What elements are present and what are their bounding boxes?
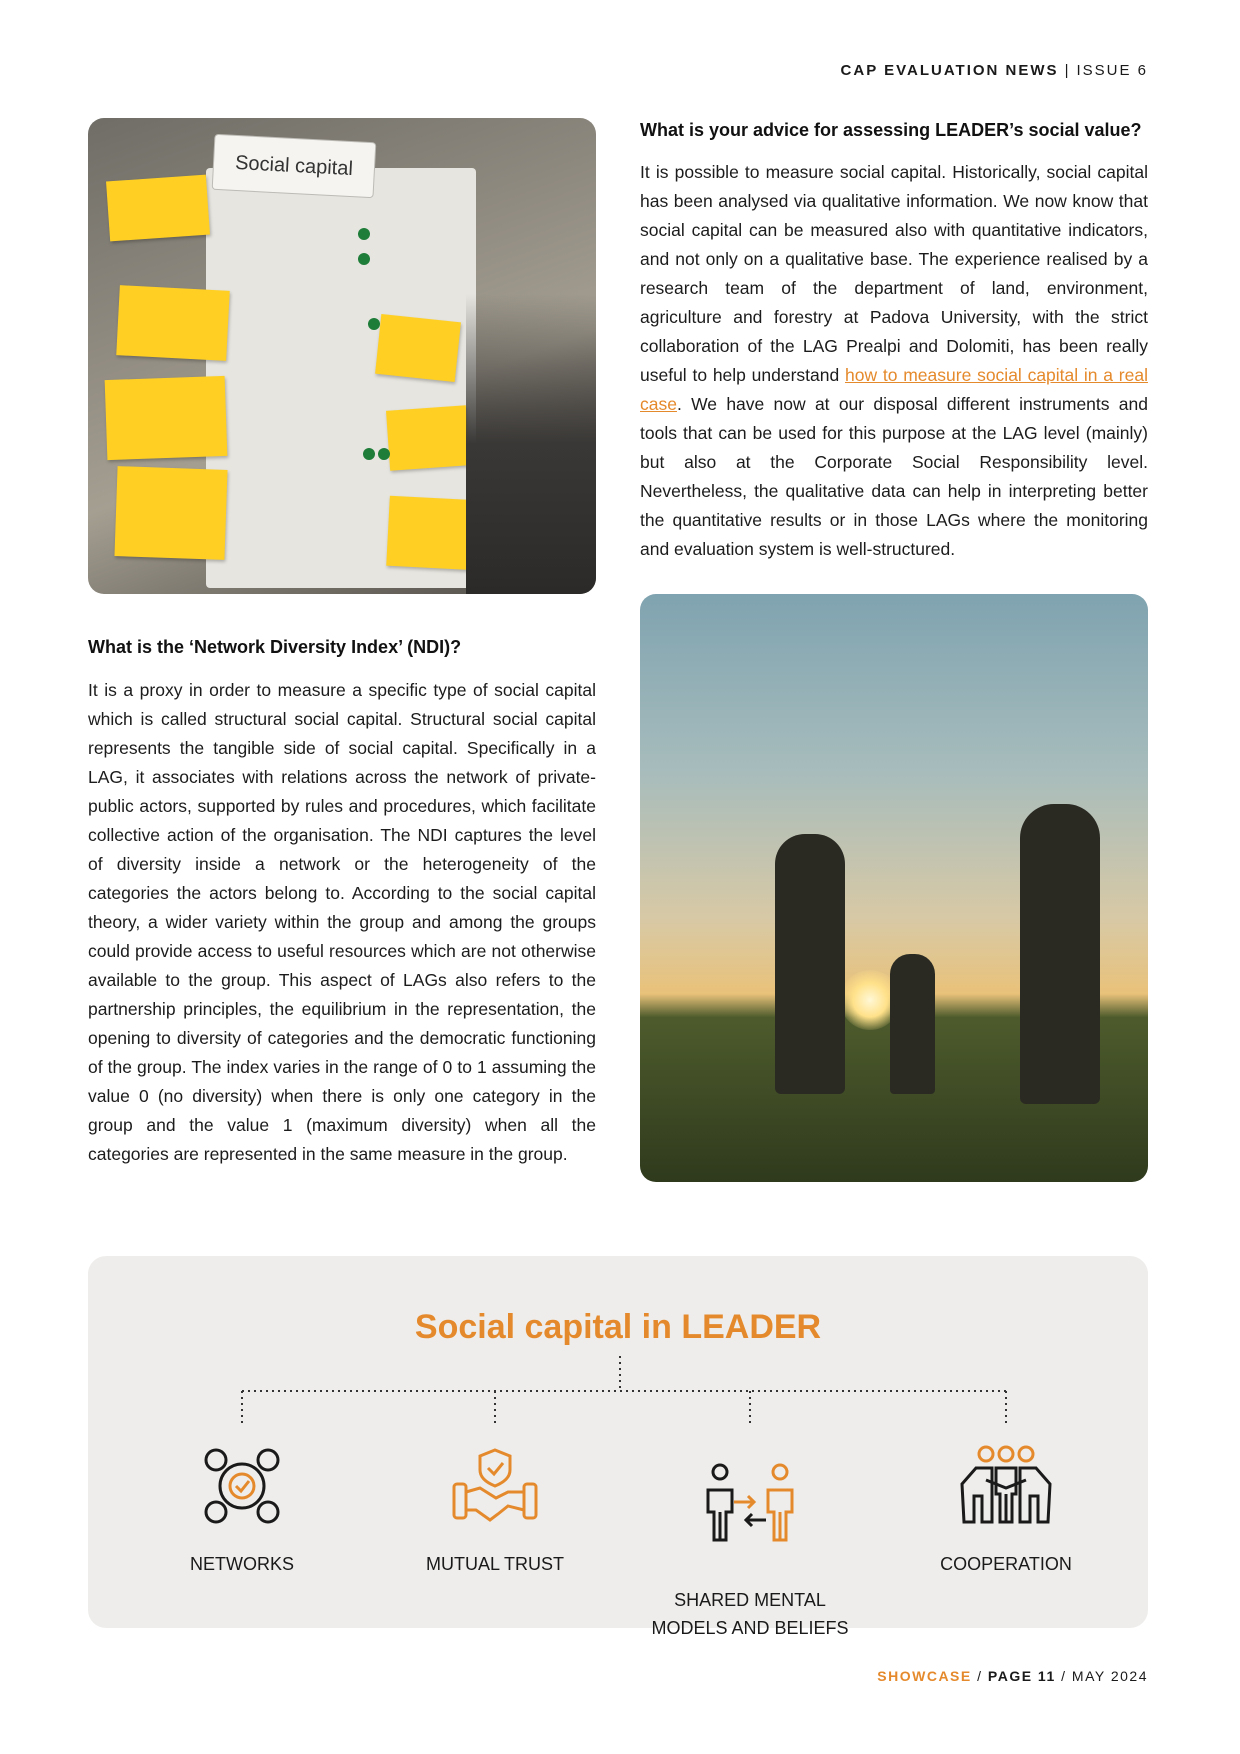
measure-social-capital-link[interactable]: how to measure social capital in a real case — [640, 365, 1148, 414]
sunset-family-photo — [640, 594, 1148, 1182]
footer-separator-1: / — [977, 1668, 983, 1684]
green-dot — [378, 448, 390, 460]
page-header — [841, 62, 1148, 79]
answer-social-value — [640, 158, 1148, 564]
poster-photo — [88, 118, 596, 594]
green-dot — [363, 448, 375, 460]
question-ndi: What is the ‘Network Diversity Index’ (NDI)? — [88, 637, 462, 657]
page-footer — [877, 1668, 1148, 1684]
group-cooperation-icon — [956, 1444, 1056, 1528]
green-dot — [358, 228, 370, 240]
green-dot — [368, 318, 380, 330]
man-silhouette — [1020, 804, 1100, 1104]
audience — [466, 294, 596, 594]
issue-number: ISSUE 6 — [1076, 62, 1148, 79]
social-capital-infographic — [88, 1256, 1148, 1638]
networks-label: NETWORKS — [189, 1554, 294, 1574]
sticky-note — [386, 405, 470, 470]
mutual-trust-item — [385, 1444, 605, 1578]
infographic-title: Social capital in LEADER — [414, 1308, 822, 1346]
shared-mental-models-label: SHARED MENTAL MODELS AND BELIEFS — [651, 1590, 849, 1638]
sticky-note — [116, 285, 230, 361]
question-social-value: What is your advice for assessing LEADER’s social value? — [640, 120, 1142, 140]
cooperation-item — [896, 1444, 1116, 1578]
shared-mental-models-item — [640, 1444, 860, 1660]
header-separator: | — [1064, 62, 1071, 79]
footer-separator-2: / — [1061, 1668, 1067, 1684]
network-icon — [200, 1444, 284, 1528]
sticky-note — [106, 175, 210, 242]
handshake-shield-icon — [450, 1444, 540, 1528]
green-dot — [358, 253, 370, 265]
footer-section: SHOWCASE — [877, 1668, 972, 1684]
sticky-note — [114, 466, 227, 560]
mutual-trust-label: MUTUAL TRUST — [425, 1554, 564, 1574]
answer-text-part2: . We have now at our disposal different instruments and tools that can be used for this purpose at the LAG level (mainly) but also at the Corporate Social Responsibility level. Nevertheless, the qualitative data can help in interpreting better the quantitative results or in those LAGs where the monitoring and evaluation system is well-structured. — [640, 394, 1148, 559]
publication-name: CAP EVALUATION NEWS — [840, 62, 1059, 79]
publication-date: MAY 2024 — [1071, 1668, 1148, 1684]
woman-silhouette — [775, 834, 845, 1094]
networks-item — [132, 1444, 352, 1578]
page-number: PAGE 11 — [987, 1668, 1056, 1684]
answer-text-part1: It is possible to measure social capital. Historically, social capital has been analysed via qualitative information. We now know that social capital can be measured also with quantitative indicators, and not only on a qualitative base. The experience realised by a research team of the department of land, environment, agriculture and forestry at Padova University, with the strict collaboration of the LAG Prealpi and Dolomiti, has been really useful to help understand — [640, 162, 1148, 385]
cooperation-label: COOPERATION — [940, 1554, 1072, 1574]
answer-ndi: It is a proxy in order to measure a specific type of social capital which is called structural social capital. Structural social capital represents the tangible side of social capital. Specifically in a LAG, it associates with relations across the network of private-public actors, supported by rules and procedures, which facilitate collective action of the organisation. The NDI captures the level of diversity inside a network or the heterogeneity of the categories the actors belong to. According to the social capital theory, a wider variety within the group and among the groups could provide access to useful resources which are not otherwise available to the group. This aspect of LAGs also refers to the partnership principles, the equilibrium in the representation, the opening to diversity of categories and the democratic functioning of the group. The index varies in the range of 0 to 1 assuming the value 0 (no diversity) when there is only one category in the group and the value 1 (maximum diversity) when all the categories are represented in the same measure in the group. — [88, 680, 596, 1164]
sticky-note — [105, 376, 228, 460]
child-silhouette — [890, 954, 935, 1094]
sticky-note — [375, 314, 461, 382]
poster-title: Social capital — [212, 134, 377, 198]
exchange-people-icon — [700, 1462, 800, 1546]
